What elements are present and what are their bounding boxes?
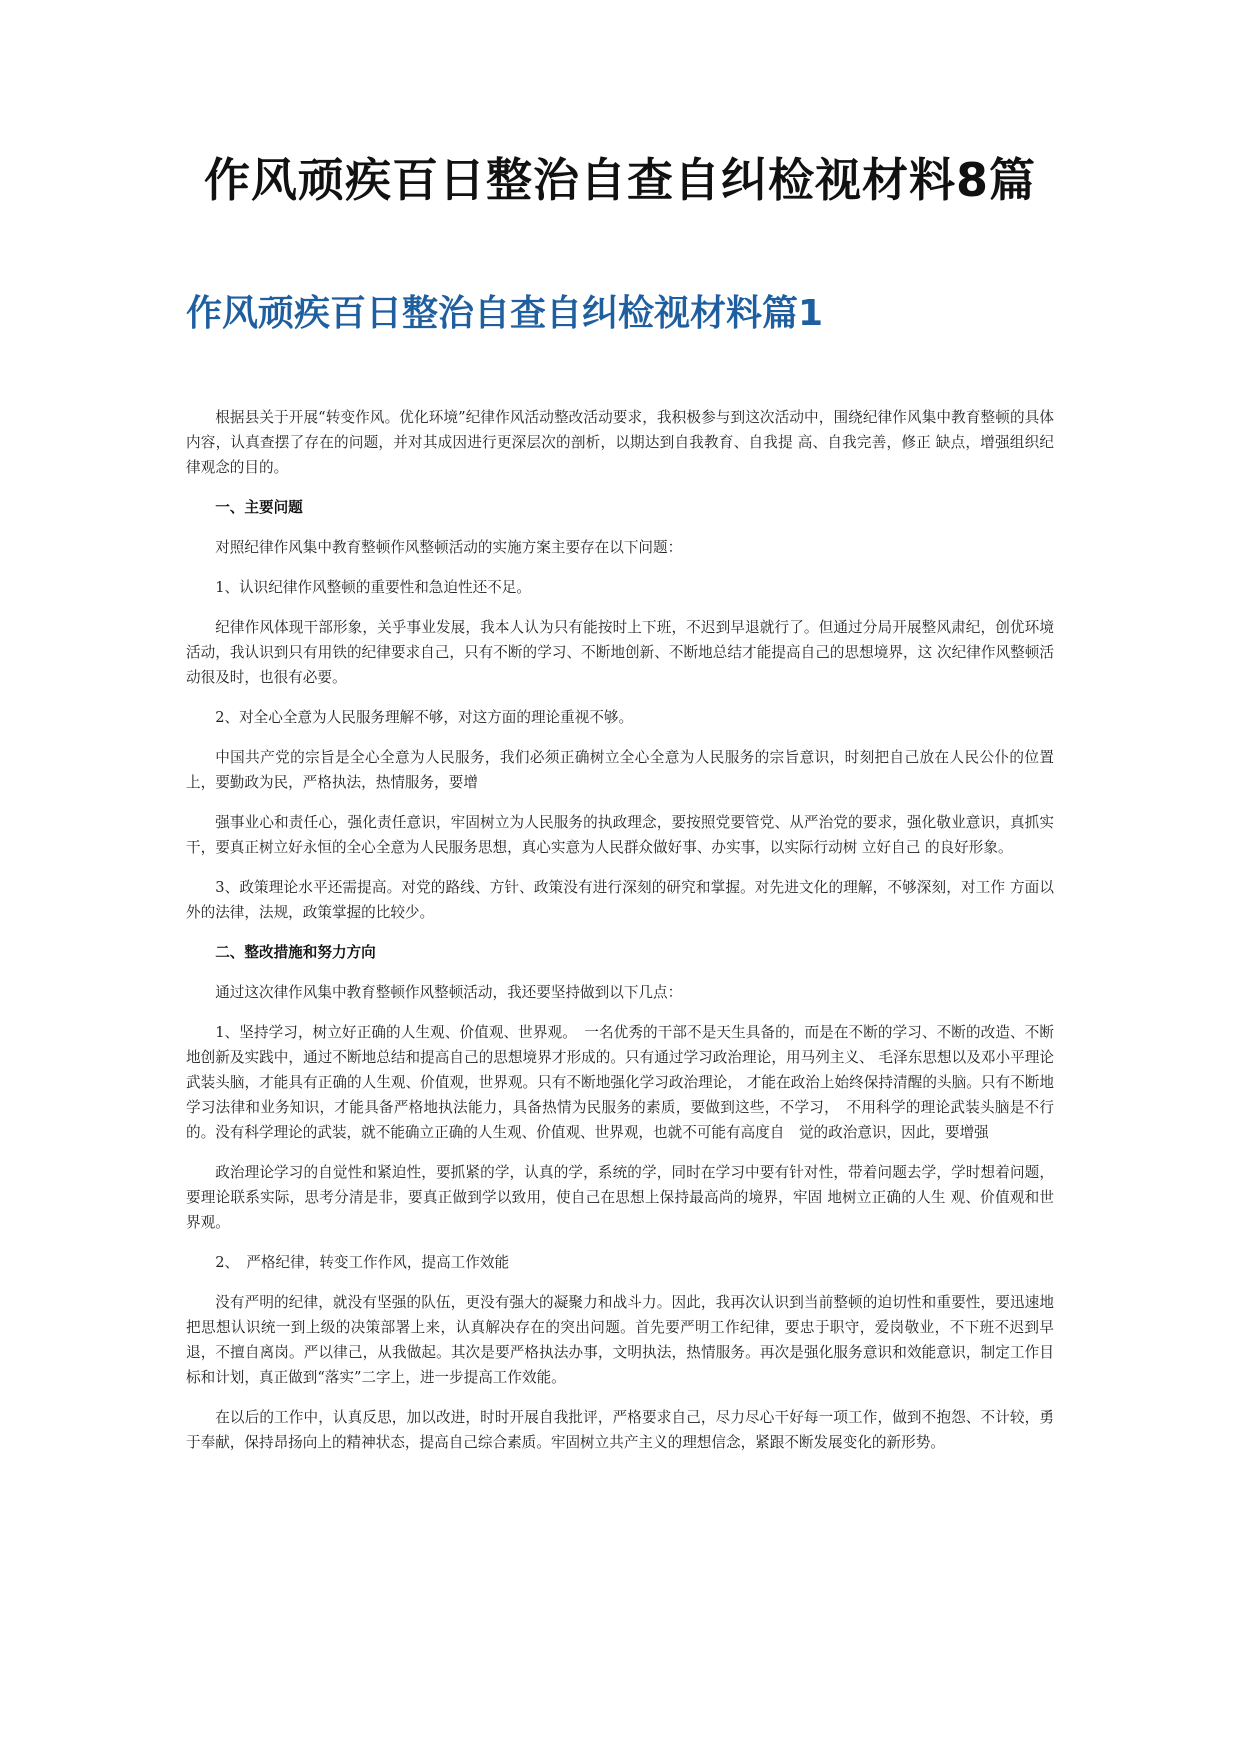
document-title: 作风顽疾百日整治自查自纠检视材料8篇 [203, 153, 1036, 207]
paragraph: 纪律作风体现干部形象，关乎事业发展，我本人认为只有能按时上下班，不迟到早退就行了。但通过分局开展整风肃纪，创优环境活动，我认识到只有用铁的纪律要求自己，只有不断的学习、不断地创新、不断地总结才能提高自己的思想境界，这 次纪律作风整顿活动很及时，也很有必要。 [186, 619, 1054, 686]
paragraph: 在以后的工作中，认真反思，加以改进，时时开展自我批评，严格要求自己，尽力尽心干好每一项工作，做到不抱怨、不计较，勇于奉献，保持昂扬向上的精神状态，提高自己综合素质。牢固树立共产主义的理想信念，紧跟不断发展变化的新形势。 [186, 1409, 1054, 1451]
section-heading: 作风顽疾百日整治自查自纠检视材料篇1 [186, 293, 824, 334]
paragraph: 没有严明的纪律，就没有坚强的队伍，更没有强大的凝聚力和战斗力。因此，我再次认识到当前整顿的迫切性和重要性，要迅速地把思想认识统一到上级的决策部署上来，认真解决存在的突出问题。首先要严明工作纪律，要忠于职守，爱岗敬业，不下班不迟到早退，不擅自离岗。严以律己，从我做起。其次是要严格执法办事，文明执法，热情服务。再次是强化服务意识和效能意识，制定工作目标和计划，真正做到“落实”二字上，进一步提高工作效能。 [186, 1294, 1054, 1386]
paragraph: 根据县关于开展“转变作风。优化环境”纪律作风活动整改活动要求，我积极参与到这次活动中，围绕纪律作风集中教育整顿的具体内容，认真查摆了存在的问题，并对其成因进行更深层次的剖析，以期达到自我教育、自我提 高、自我完善，修正 缺点，增强组织纪律观念的目的。 [186, 409, 1054, 476]
paragraph: 通过这次律作风集中教育整顿作风整顿活动，我还要坚持做到以下几点： [215, 984, 683, 1001]
subheading-main-problems: 一、主要问题 [215, 499, 303, 516]
paragraph: 政治理论学习的自觉性和紧迫性，要抓紧的学，认真的学，系统的学，同时在学习中要有针对性，带着问题去学，学时想着问题，要理论联系实际，思考分清是非，要真正做到学以致用，使自己在思想上保持最高尚的境界，牢固 地树立正确的人生 观、价值观和世界观。 [186, 1164, 1054, 1231]
paragraph: 2、 严格纪律，转变工作作风，提高工作效能 [215, 1254, 510, 1271]
paragraph: 中国共产党的宗旨是全心全意为人民服务，我们必须正确树立全心全意为人民服务的宗旨意识，时刻把自己放在人民公仆的位置上，要勤政为民，严格执法，热情服务，要增 [186, 749, 1054, 791]
paragraph: 3、政策理论水平还需提高。对党的路线、方针、政策没有进行深刻的研究和掌握。对先进文化的理解，不够深刻，对工作 方面以外的法律，法规，政策掌握的比较少。 [186, 879, 1054, 921]
document-body [186, 405, 1054, 1470]
paragraph: 1、坚持学习，树立好正确的人生观、价值观、世界观。 一名优秀的干部不是天生具备的，而是在不断的学习、不断的改造、不断地创新及实践中，通过不断地总结和提高自己的思想境界才形成的。只有通过学习政治理论，用马列主义、 毛泽东思想以及邓小平理论武装头脑，才能具有正确的人生观、价值观，世界观。只有不断地强化学习政治理论， 才能在政治上始终保持清醒的头脑。只有不断地学习法律和业务知识，才能具备严格地执法能力，具备热情为民服务的素质，要做到这些，不学习， 不用科学的理论武装头脑是不行的。没有科学理论的武装，就不能确立正确的人生观、价值观、世界观，也就不可能有高度自 觉的政治意识，因此，要增强 [186, 1024, 1054, 1141]
paragraph: 2、对全心全意为人民服务理解不够，对这方面的理论重视不够。 [215, 709, 634, 726]
paragraph: 对照纪律作风集中教育整顿作风整顿活动的实施方案主要存在以下问题： [215, 539, 683, 556]
paragraph: 1、认识纪律作风整顿的重要性和急迫性还不足。 [215, 579, 531, 596]
paragraph: 强事业心和责任心，强化责任意识，牢固树立为人民服务的执政理念，要按照党要管党、从严治党的要求，强化敬业意识，真抓实干，要真正树立好永恒的全心全意为人民服务思想，真心实意为人民群众做好事、办实事，以实际行动树 立好自己 的良好形象。 [186, 814, 1054, 856]
subheading-rectification: 二、整改措施和努力方向 [215, 944, 376, 961]
